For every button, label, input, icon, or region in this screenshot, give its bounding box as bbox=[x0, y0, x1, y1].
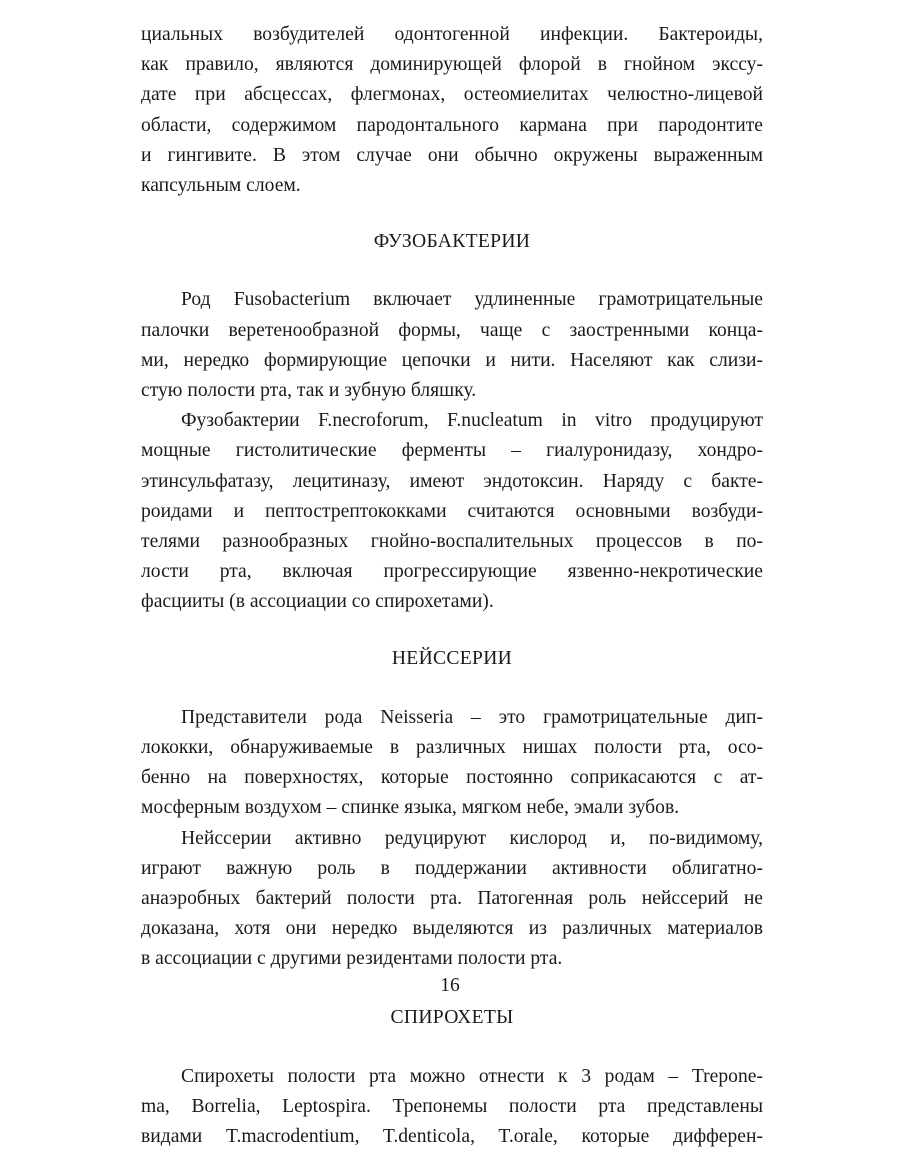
text-line: Спирохеты полости рта можно отнести к 3 родам – Trepone- bbox=[181, 1065, 763, 1087]
text-line: палочки веретенообразной формы, чаще с заостренными конца- bbox=[141, 319, 763, 341]
text-line: области, содержимом пародонтального кармана при пародонтите bbox=[141, 114, 763, 136]
text-line: дате при абсцессах, флегмонах, остеомиелитах челюстно-лицевой bbox=[141, 84, 763, 106]
text-line: бенно на поверхностях, которые постоянно соприкасаются с ат- bbox=[141, 767, 763, 789]
paragraph-spirochetes-1 bbox=[141, 1062, 763, 1153]
page-number: 16 bbox=[440, 975, 460, 996]
text-line: стую полости рта, так и зубную бляшку. bbox=[141, 380, 477, 402]
text-line: фасцииты (в ассоциации со спирохетами). bbox=[141, 591, 494, 613]
text-line: капсульным слоем. bbox=[141, 175, 301, 197]
text-line: телями разнообразных гнойно-воспалительных процессов в по- bbox=[141, 531, 763, 553]
text-line: циальных возбудителей одонтогенной инфекции. Бактероиды, bbox=[141, 24, 763, 45]
paragraph-neisseria-1 bbox=[141, 703, 763, 824]
text-line: Нейссерии активно редуцируют кислород и, по-видимому, bbox=[181, 827, 763, 849]
text-line: анаэробных бактерий полости рта. Патогенная роль нейссерий не bbox=[141, 888, 763, 910]
paragraph-neisseria-2 bbox=[141, 824, 763, 975]
section-heading-neisseria: НЕЙССЕРИИ bbox=[391, 647, 513, 669]
text-line: лости рта, включая прогрессирующие язвенно-некротические bbox=[141, 561, 763, 583]
text-line: видами T.macrodentium, T.denticola, T.orale, которые дифферен- bbox=[141, 1126, 763, 1148]
text-line: как правило, являются доминирующей флорой в гнойном экссу- bbox=[141, 54, 763, 76]
text-line: лококки, обнаруживаемые в различных нишах полости рта, осо- bbox=[141, 737, 763, 759]
text-line: Представители рода Neisseria – это грамотрицательные дип- bbox=[181, 706, 763, 728]
text-line: играют важную роль в поддержании активности облигатно- bbox=[141, 857, 763, 879]
text-line: ma, Borrelia, Leptospira. Трепонемы полости рта представлены bbox=[141, 1096, 763, 1118]
text-line: мощные гистолитические ферменты – гиалуронидазу, хондро- bbox=[141, 440, 763, 462]
text-line: роидами и пептострептококками считаются основными возбуди- bbox=[141, 500, 763, 522]
section-heading-fusobacteria: ФУЗОБАКТЕРИИ bbox=[373, 231, 531, 253]
paragraph-fusobacteria-2 bbox=[141, 406, 763, 617]
text-line: и гингивите. В этом случае они обычно окружены выраженным bbox=[141, 144, 763, 166]
text-line: этинсульфатазу, лецитиназу, имеют эндотоксин. Наряду с бакте- bbox=[141, 470, 763, 492]
text-line: в ассоциации с другими резидентами полости рта. bbox=[141, 948, 563, 970]
text-line: ми, нередко формирующие цепочки и нити. Населяют как слизи- bbox=[141, 349, 763, 371]
intro-paragraph bbox=[141, 20, 763, 201]
paragraph-fusobacteria-1 bbox=[141, 285, 763, 406]
text-line: Фузобактерии F.necroforum, F.nucleatum in vitro продуцируют bbox=[181, 410, 763, 432]
section-heading-spirochetes: СПИРОХЕТЫ bbox=[390, 1006, 514, 1028]
text-line: мосферным воздухом – спинке языка, мягком небе, эмали зубов. bbox=[141, 797, 680, 819]
text-line: Род Fusobacterium включает удлиненные грамотрицательные bbox=[181, 289, 763, 311]
text-line: доказана, хотя они нередко выделяются из различных материалов bbox=[141, 918, 763, 940]
